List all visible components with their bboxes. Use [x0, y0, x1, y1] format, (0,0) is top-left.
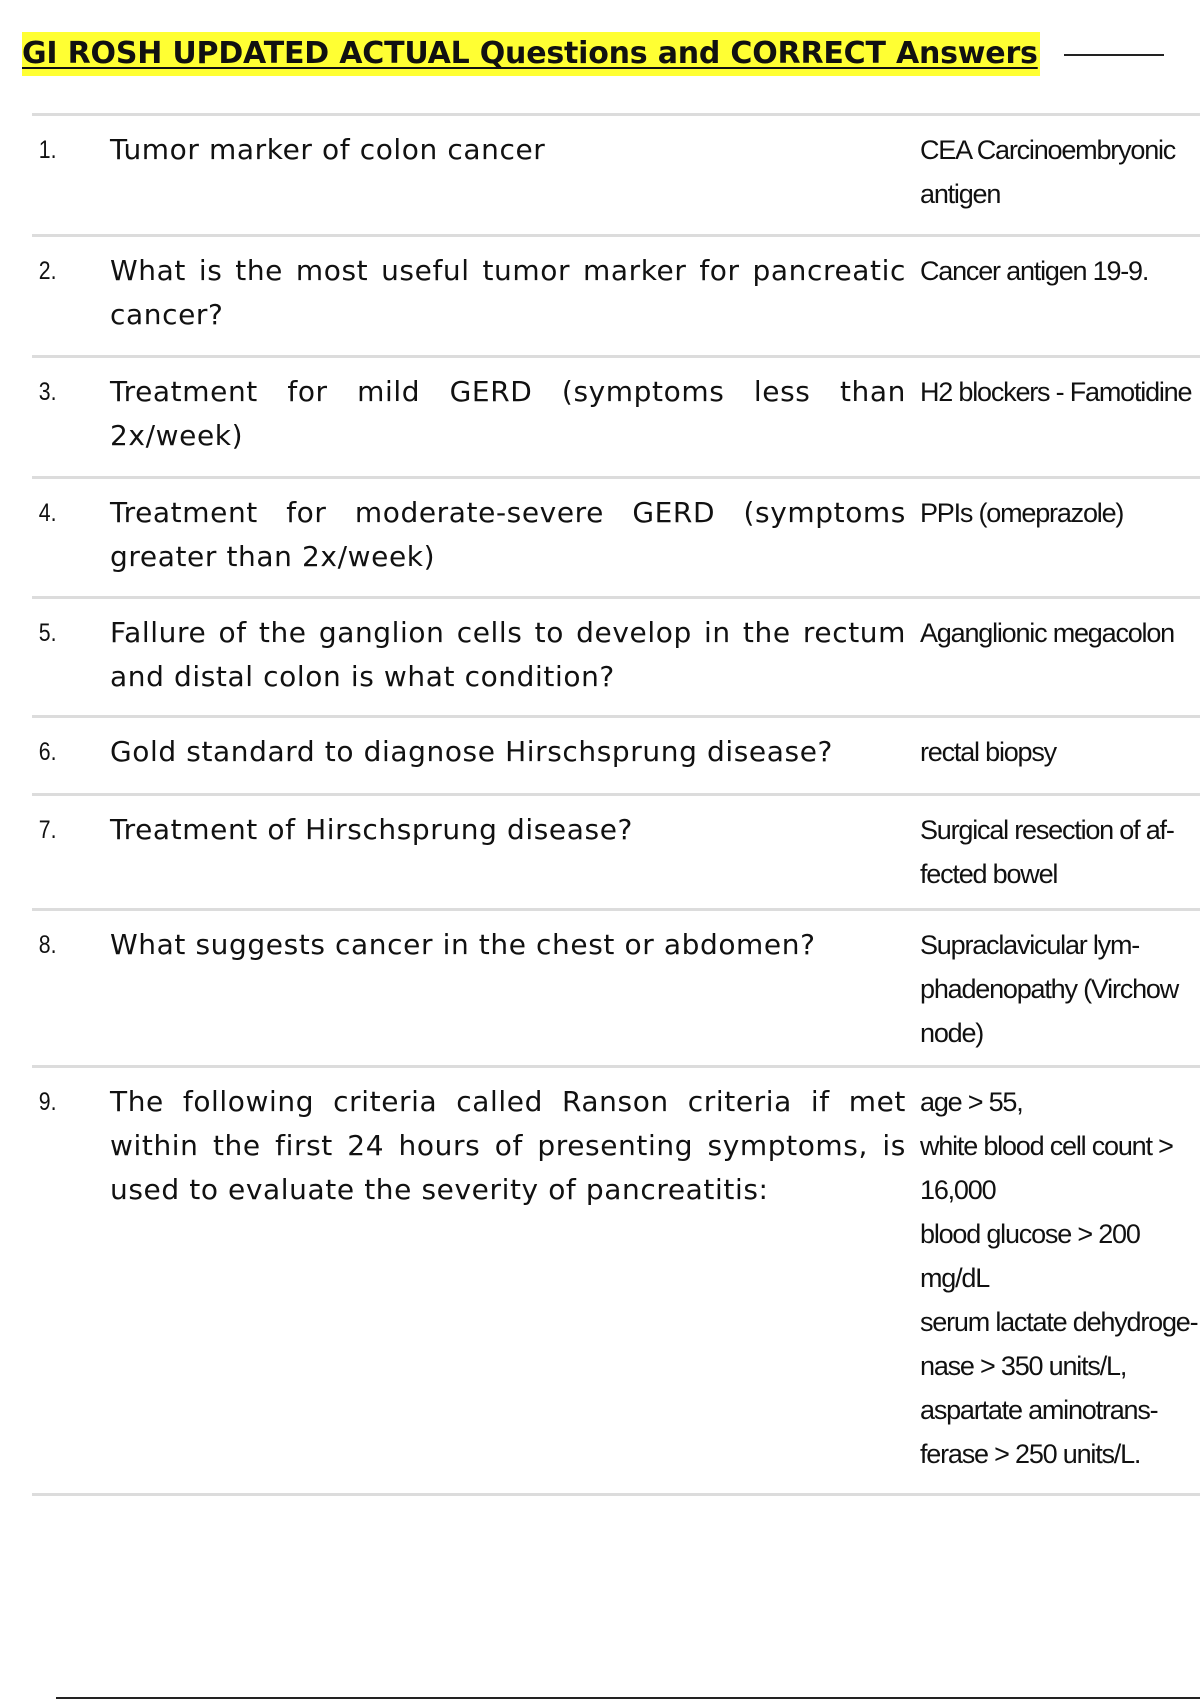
question-number: 3.	[38, 378, 57, 406]
question-number: 9.	[38, 1088, 57, 1116]
answer-text: PPIs (omeprazole)	[920, 498, 1124, 528]
qa-table	[32, 113, 1200, 1496]
question-number: 1.	[38, 136, 57, 164]
question-number: 6.	[38, 738, 57, 766]
question-number: 4.	[38, 499, 57, 527]
qa-row-9	[32, 1065, 1200, 1496]
question-text: Gold standard to diagnose Hirschsprung disease?	[110, 735, 833, 768]
question-number: 2.	[38, 257, 57, 285]
question-number: 7.	[38, 816, 57, 844]
qa-row-1	[32, 113, 1200, 234]
qa-row-7	[32, 793, 1200, 908]
qa-row-3	[32, 355, 1200, 476]
qa-row-4	[32, 476, 1200, 596]
answer-text: CEA Carcinoembryonic antigen	[920, 135, 1176, 209]
answer-text: age > 55, white blood cell count > 16,000 blood glucose > 200 mg/dL serum lactate dehydroge- nase > 350 units/L, aspartate aminotrans- ferase > 250 units/L.	[920, 1087, 1198, 1469]
question-text: What suggests cancer in the chest or abdomen?	[110, 928, 816, 961]
title-bar	[22, 32, 1144, 76]
question-text: Tumor marker of colon cancer	[110, 133, 546, 166]
title-rule	[1064, 54, 1164, 56]
question-text: What is the most useful tumor marker for pancreatic cancer?	[110, 254, 906, 331]
question-text: Treatment of Hirschsprung disease?	[110, 813, 633, 846]
document-title: GI ROSH UPDATED ACTUAL Questions and CORRECT Answers	[22, 32, 1040, 76]
question-number: 8.	[38, 931, 57, 959]
qa-row-8	[32, 908, 1200, 1065]
answer-text: Supraclavicular lym- phadenopathy (Virchow node)	[920, 930, 1178, 1048]
question-number: 5.	[38, 619, 57, 647]
qa-row-2	[32, 234, 1200, 355]
answer-text: H2 blockers - Famotidine	[920, 377, 1192, 407]
question-text: The following criteria called Ranson criteria if met within the first 24 hours of presenting symptoms, is used to evaluate the severity of pancreatitis:	[110, 1085, 906, 1206]
answer-text: Cancer antigen 19-9.	[920, 256, 1149, 286]
question-text: Fallure of the ganglion cells to develop in the rectum and distal colon is what condition?	[110, 616, 906, 693]
answer-text: Surgical resection of af- fected bowel	[920, 815, 1174, 889]
answer-text: Aganglionic megacolon	[920, 618, 1174, 648]
question-text: Treatment for mild GERD (symptoms less than 2x/week)	[110, 375, 906, 452]
qa-row-6	[32, 715, 1200, 793]
footer-rule	[56, 1697, 1200, 1699]
answer-text: rectal biopsy	[920, 737, 1056, 767]
qa-row-5	[32, 596, 1200, 715]
question-text: Treatment for moderate-severe GERD (symptoms greater than 2x/week)	[110, 496, 906, 573]
